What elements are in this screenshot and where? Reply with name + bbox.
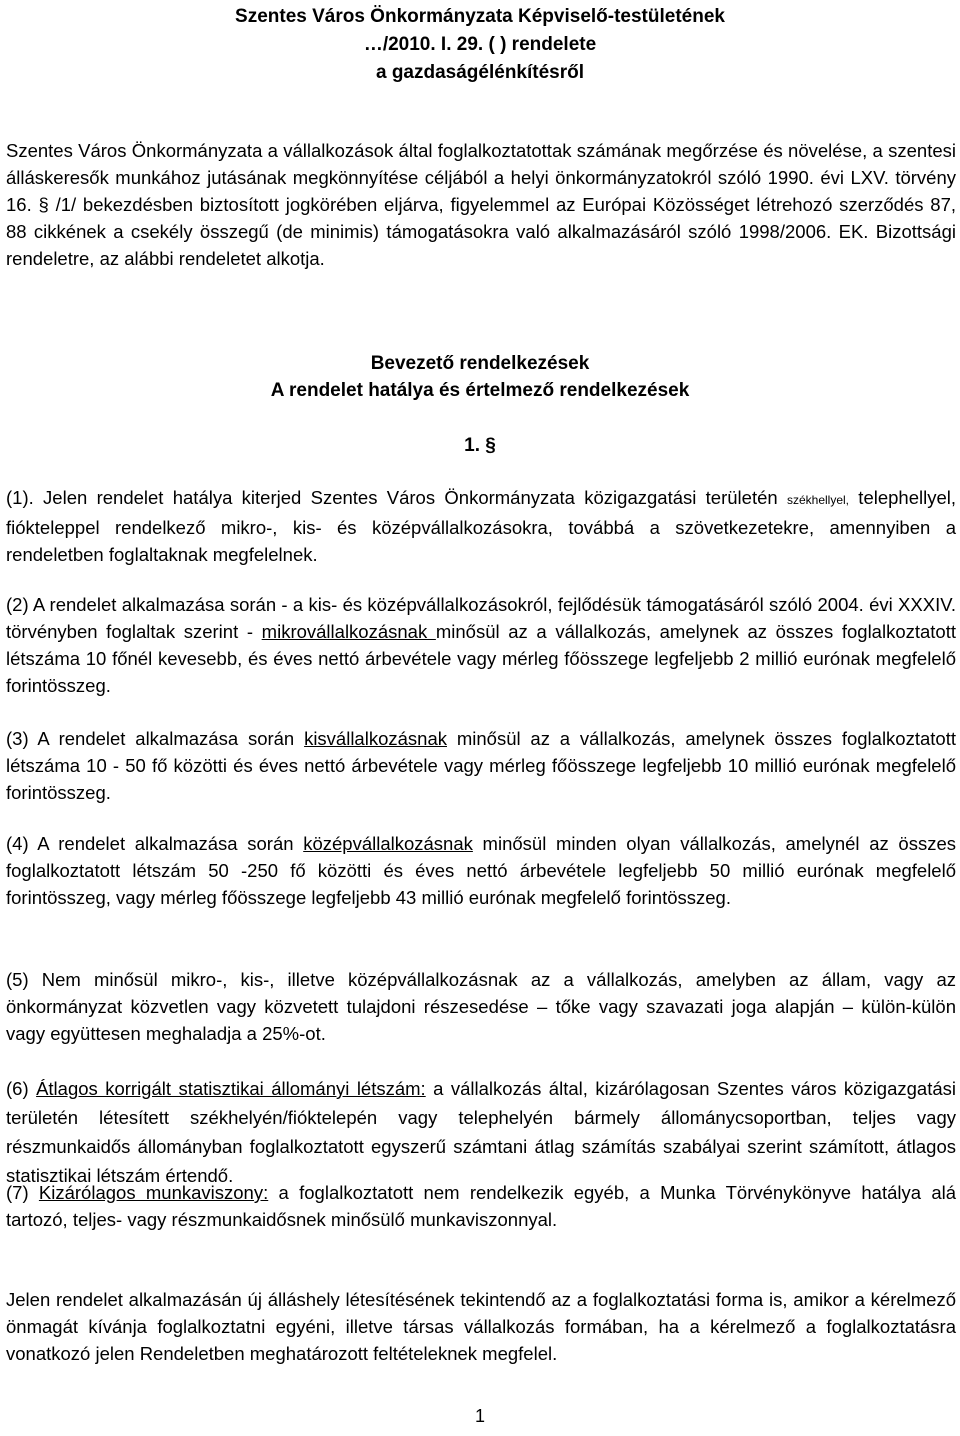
document-title-line-2: …/2010. I. 29. ( ) rendelete: [363, 34, 597, 55]
paragraph-6-end: a vállalkozás által, kizárólagosan Szentes város közigazgatási területén létesített székhelyén/fióktelepén vagy telephelyén bármely állománycsoportban, teljes vagy részmunkaidős állományban foglalkoztatott egyszerű számtani átlag számítás szabályai szerint számított, átlagos statisztikai létszám értendő.: [6, 1078, 956, 1186]
paragraph-1-start: (1). Jelen rendelet hatálya kiterjed Szentes Város Önkormányzata közigazgatási területén: [6, 487, 787, 508]
paragraph-1-end: telephellyel, fiókteleppel rendelkező mikro-, kis- és középvállalkozásokra, továbbá a szövetkezetekre, amennyiben a rendeletben foglaltaknak megfelelnek.: [6, 487, 957, 565]
paragraph-7-term: Kizárólagos munkaviszony:: [38, 1182, 269, 1203]
paragraph-3: [6, 725, 956, 806]
document-title-line-1: Szentes Város Önkormányzata Képviselő-testületének: [235, 6, 725, 27]
paragraph-1: [6, 484, 956, 568]
paragraph-4: [6, 830, 956, 911]
section-heading-1: Bevezető rendelkezések: [370, 353, 590, 374]
preamble-paragraph: Szentes Város Önkormányzata a vállalkozások által foglalkoztatottak számának megőrzése és növelése, a szentesi álláskeresők munkához jutásának megkönnyítése céljából a helyi önkormányzatokról szóló 1990. évi LXV. törvény 16. § /1/ bekezdésben biztosított jogkörében eljárva, figyelemmel az Európai Közösséget létrehozó szerződés 87, 88 cikkének a csekély összegű (de minimis) támogatásokra való alkalmazásáról szóló 1998/2006. EK. Bizottsági rendeletre, az alábbi rendeletet alkotja.: [6, 140, 956, 269]
paragraph-4-term: középvállalkozásnak: [303, 833, 473, 854]
paragraph-2-end: minősül az a vállalkozás, amelynek az összes foglalkoztatott létszáma 10 főnél kevesebb, és éves nettó árbevétele vagy mérleg főösszege legfeljebb 2 millió eurónak megfelelő forintösszeg.: [6, 621, 957, 696]
section-number: 1. §: [464, 435, 496, 456]
paragraph-6-term: Átlagos korrigált statisztikai állományi létszám:: [36, 1078, 426, 1099]
paragraph-3-term: kisvállalkozásnak: [304, 728, 447, 749]
paragraph-2-term: mikrovállalkozásnak: [261, 621, 436, 642]
paragraph-3-end: minősül az a vállalkozás, amelynek összes foglalkoztatott létszáma 10 - 50 fő közötti és éves nettó árbevétele vagy mérleg főösszege legfeljebb 10 millió eurónak megfelelő forintösszeg.: [6, 728, 956, 803]
paragraph-4-end: minősül minden olyan vállalkozás, amelynél az összes foglalkoztatott létszám 50 -250 fő közötti és éves nettó árbevétele legfeljebb 50 millió eurónak megfelelő forintösszeg, vagy mérleg főösszege legfeljebb 43 millió eurónak megfelelő forintösszeg.: [6, 833, 956, 908]
paragraph-3-start: (3) A rendelet alkalmazása során: [6, 728, 305, 749]
paragraph-7-end: a foglalkoztatott nem rendelkezik egyéb, a Munka Törvénykönyve hatálya alá tartozó, teljes- vagy részmunkaidősnek minősülő munkaviszonnyal.: [6, 1182, 957, 1230]
paragraph-4-start: (4) A rendelet alkalmazása során: [6, 833, 304, 854]
paragraph-6-start: (6): [6, 1078, 37, 1099]
paragraph-5: (5) Nem minősül mikro-, kis-, illetve középvállalkozásnak az a vállalkozás, amelyben az állam, vagy az önkormányzat közvetlen vagy közvetett tulajdoni részesedése – tőke vagy szavazati joga alapján – külön-külön vagy együttesen meghaladja a 25%-ot.: [6, 969, 956, 1044]
section-heading-2: A rendelet hatálya és értelmező rendelkezések: [270, 380, 690, 401]
document-title-line-3: a gazdaságélénkítésről: [375, 62, 585, 83]
paragraph-1-small: székhellyel,: [786, 493, 849, 507]
paragraph-2-start: (2) A rendelet alkalmazása során - a kis- és középvállalkozásokról, fejlődésük támogatásáról szóló 2004. évi XXXIV. törvényben foglaltak szerint -: [6, 594, 956, 642]
paragraph-6: [6, 1074, 956, 1190]
paragraph-7: [6, 1179, 956, 1233]
paragraph-8: Jelen rendelet alkalmazásán új álláshely létesítésének tekintendő az a foglalkoztatási forma is, amikor a kérelmező önmagát kívánja foglalkoztatni egyéni, illetve társas vállalkozás formában, ha a kérelmező a foglalkoztatásra vonatkozó jelen Rendeletben meghatározott feltételeknek megfelel.: [6, 1289, 956, 1364]
page-number: 1: [474, 1406, 485, 1426]
paragraph-7-start: (7): [6, 1182, 39, 1203]
paragraph-2: [6, 591, 956, 699]
